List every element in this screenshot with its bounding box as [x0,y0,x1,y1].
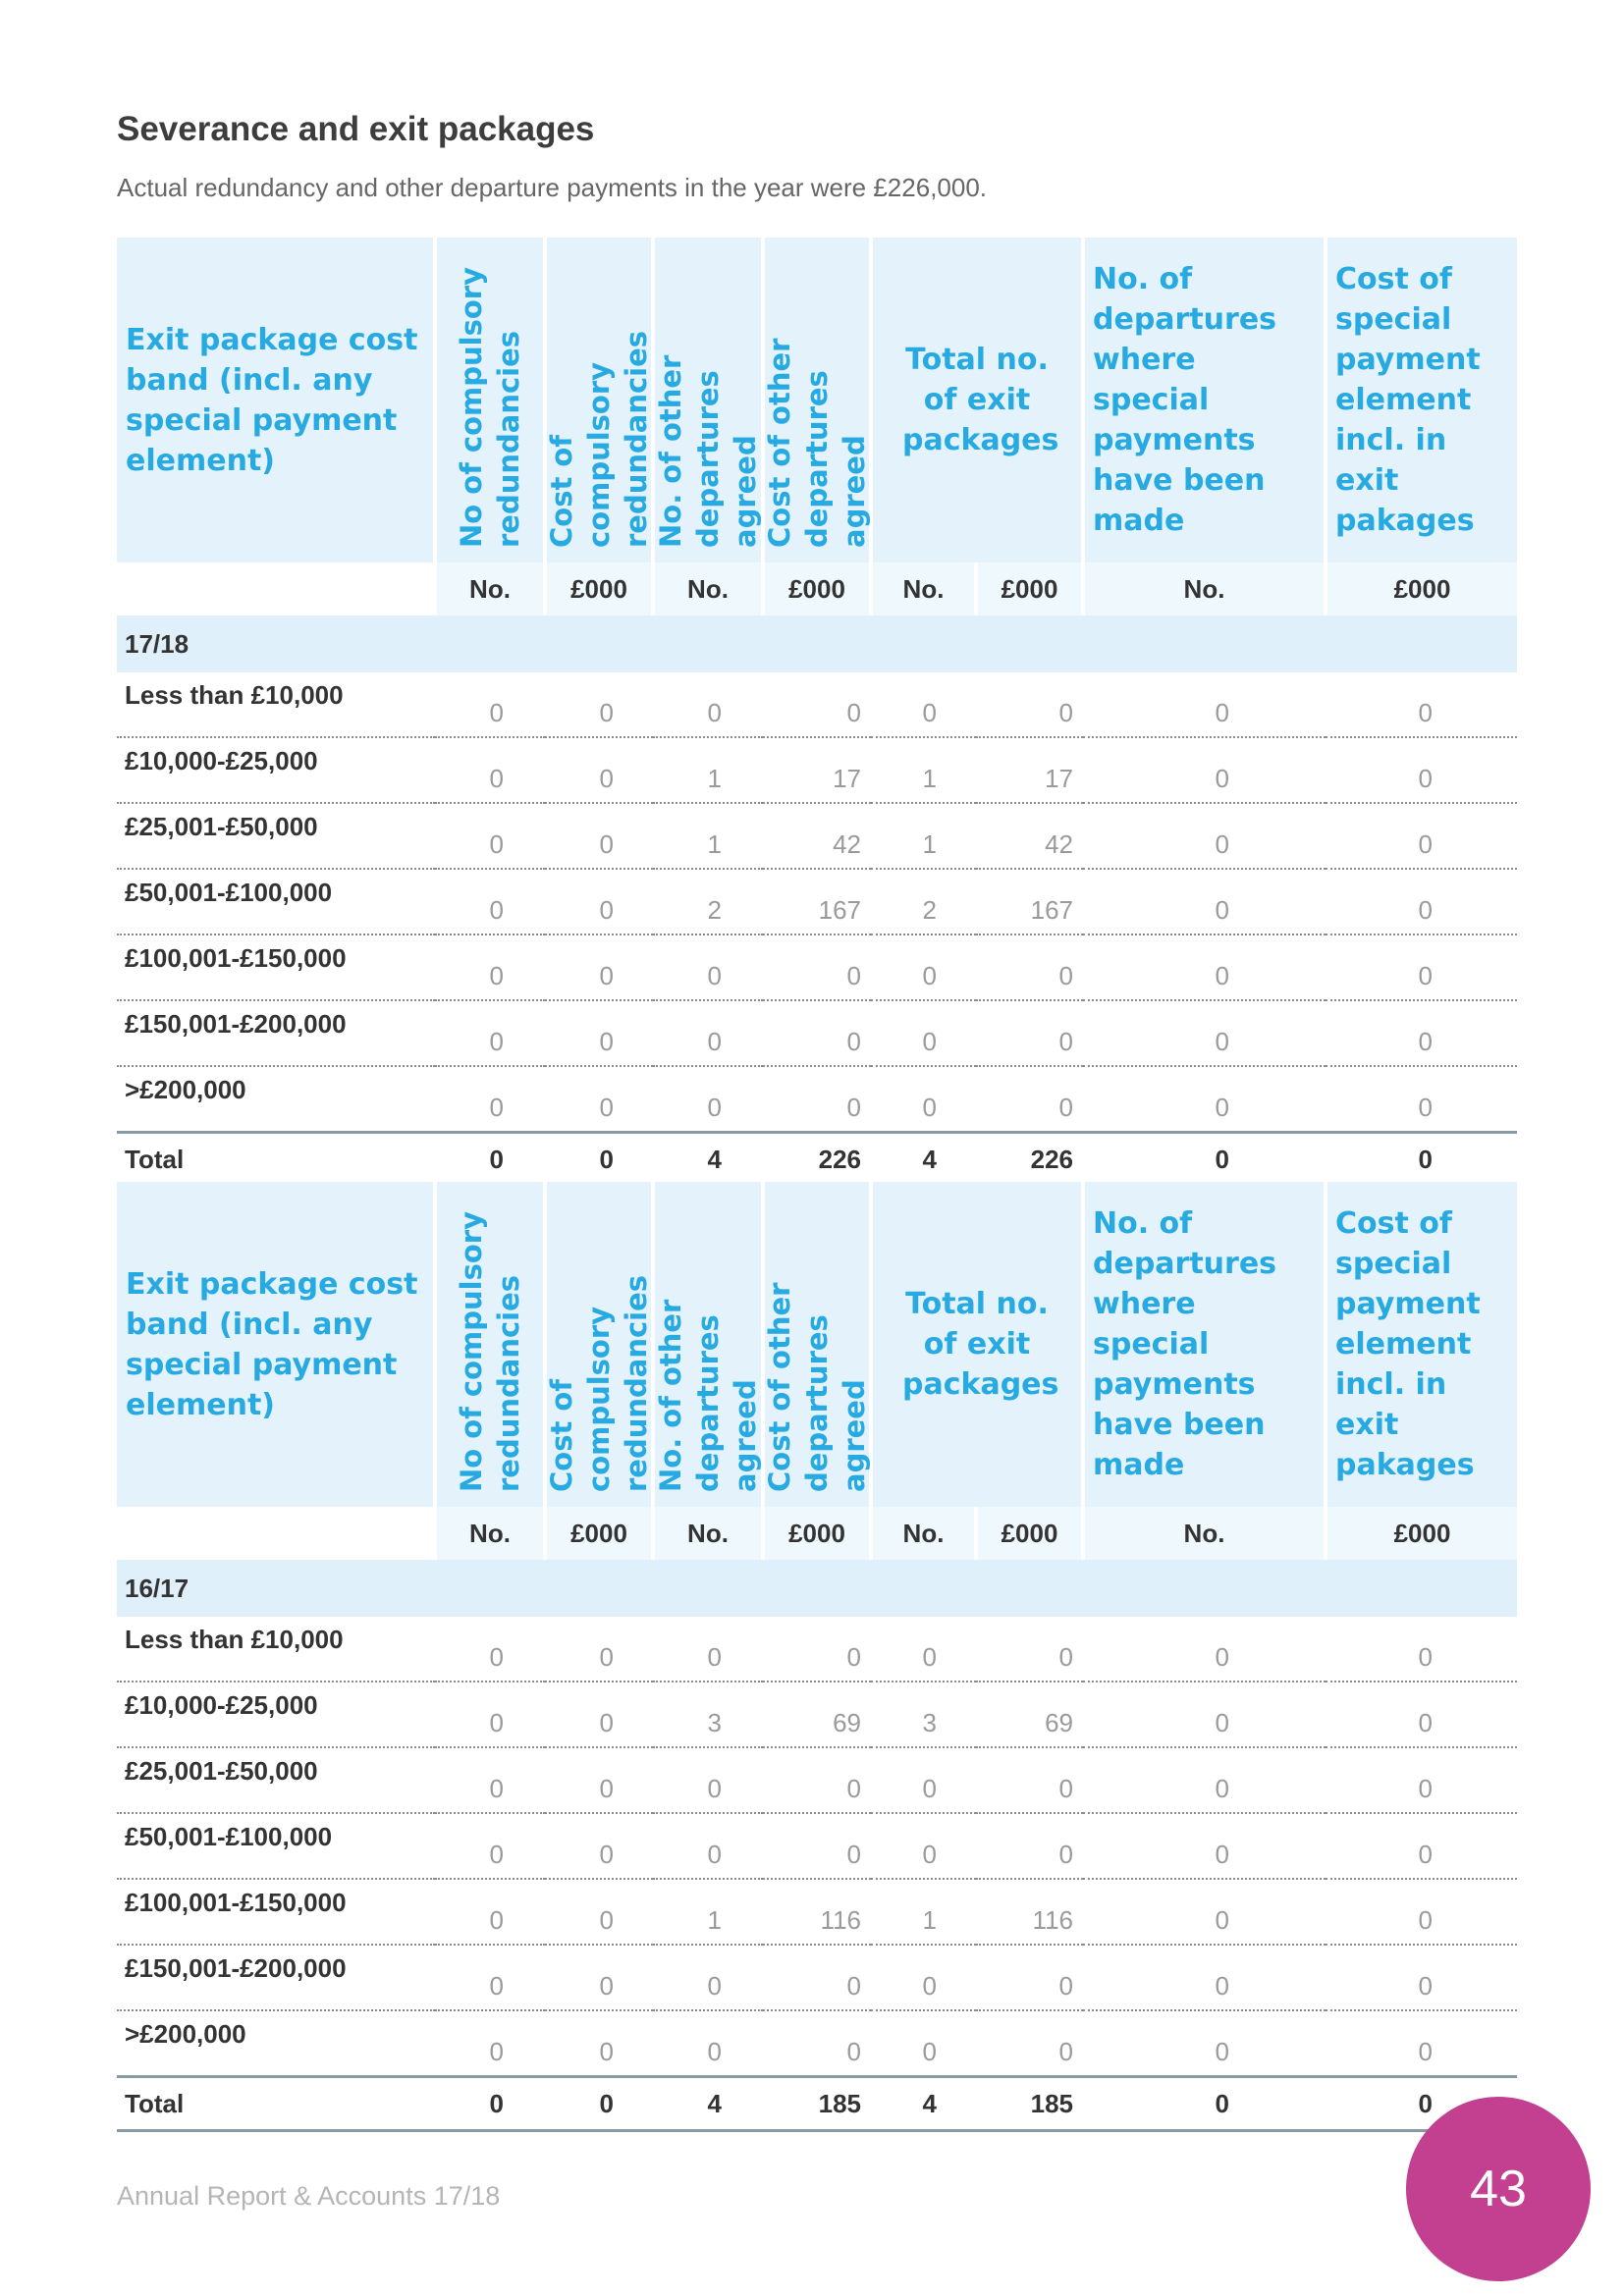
total-value: 0 [1083,1133,1326,1187]
cell-value: 167 [976,869,1083,934]
table-row [117,934,1517,1000]
units-empty [117,1507,435,1560]
cell-value: 0 [653,1813,763,1879]
header-total: Total no. of exit packages [871,1182,1083,1507]
total-value: 0 [1326,1133,1517,1187]
year-row [117,1560,1517,1617]
cell-value: 0 [871,1000,976,1066]
total-value: 226 [976,1133,1083,1187]
cell-value: 0 [871,2010,976,2077]
total-row [117,1133,1517,1187]
cell-value: 0 [435,1879,545,1945]
cell-value: 0 [653,1747,763,1813]
cell-value: 0 [653,1945,763,2010]
cell-value: 0 [871,1945,976,2010]
cell-value: 0 [1326,737,1517,803]
cell-value: 0 [871,934,976,1000]
cell-value: 0 [1083,1747,1326,1813]
cell-value: 0 [1083,2010,1326,2077]
cell-value: 0 [545,1000,653,1066]
unit-label: £000 [976,1507,1083,1560]
cell-value: 17 [763,737,871,803]
cell-value: 0 [976,1617,1083,1682]
cell-value: 0 [545,1813,653,1879]
header-row [117,238,1517,562]
cell-value: 0 [435,1813,545,1879]
cell-value: 0 [763,2010,871,2077]
cell-value: 0 [545,737,653,803]
cell-value: 0 [1083,1879,1326,1945]
header-compulsory-cost: Cost of compulsory redundancies [545,330,653,548]
cell-value: 0 [871,1617,976,1682]
cell-value: 116 [976,1879,1083,1945]
cell-value: 69 [976,1682,1083,1747]
cell-value: 0 [435,1617,545,1682]
band-label: Less than £10,000 [117,672,435,737]
unit-label: No. [871,1507,976,1560]
band-label: £10,000-£25,000 [117,1682,435,1747]
cell-value: 0 [976,1747,1083,1813]
header-other-no: No. of other departures agreed [654,1299,762,1492]
cell-value: 0 [545,1066,653,1133]
table-row [117,1879,1517,1945]
total-value: 0 [435,1133,545,1187]
total-value: 4 [653,2077,763,2131]
cell-value: 0 [545,672,653,737]
cell-value: 0 [435,1945,545,2010]
band-label: £25,001-£50,000 [117,1747,435,1813]
cell-value: 0 [545,934,653,1000]
cell-value: 42 [763,803,871,869]
unit-label: No. [1083,562,1326,615]
total-value: 0 [1326,2077,1517,2131]
cell-value: 0 [976,934,1083,1000]
cell-value: 0 [1326,1617,1517,1682]
header-compulsory-no-cell [435,238,545,562]
cell-value: 0 [653,1000,763,1066]
cell-value: 0 [1326,1879,1517,1945]
cell-value: 0 [545,1617,653,1682]
cell-value: 0 [763,1617,871,1682]
header-compulsory-no: No of compulsory redundancies [455,1210,525,1492]
cell-value: 1 [653,737,763,803]
cell-value: 1 [653,1879,763,1945]
cell-value: 0 [653,1617,763,1682]
exit-packages-table-1718 [117,238,1517,1188]
table-row [117,1066,1517,1133]
cell-value: 0 [1083,1066,1326,1133]
table-row [117,1000,1517,1066]
unit-label: No. [435,1507,545,1560]
unit-label: £000 [763,562,871,615]
cell-value: 0 [545,2010,653,2077]
table-row [117,2010,1517,2077]
unit-label: £000 [1326,1507,1517,1560]
cell-value: 0 [435,672,545,737]
unit-label: No. [653,1507,763,1560]
unit-label: £000 [545,562,653,615]
cell-value: 0 [653,934,763,1000]
cell-value: 0 [763,1945,871,2010]
unit-label: £000 [976,562,1083,615]
total-value: 0 [1083,2077,1326,2131]
table-row [117,1945,1517,2010]
unit-label: No. [871,562,976,615]
cell-value: 0 [545,869,653,934]
page-number-badge: 43 [1406,2097,1591,2281]
table-row [117,1617,1517,1682]
cell-value: 0 [1083,803,1326,869]
cell-value: 17 [976,737,1083,803]
total-value: 4 [871,1133,976,1187]
header-other-cost-cell [763,1182,871,1507]
units-row [117,562,1517,615]
units-row [117,1507,1517,1560]
band-label: >£200,000 [117,1066,435,1133]
cell-value: 0 [1326,672,1517,737]
band-label: £10,000-£25,000 [117,737,435,803]
cell-value: 0 [1083,934,1326,1000]
band-label: £100,001-£150,000 [117,1879,435,1945]
cell-value: 0 [1326,1000,1517,1066]
cell-value: 0 [1083,1945,1326,2010]
header-band: Exit package cost band (incl. any special payment element) [117,1182,435,1507]
cell-value: 1 [871,803,976,869]
total-label: Total [117,1133,435,1187]
cell-value: 0 [763,1813,871,1879]
cell-value: 0 [871,1747,976,1813]
cell-value: 2 [653,869,763,934]
cell-value: 0 [435,869,545,934]
band-label: £100,001-£150,000 [117,934,435,1000]
cell-value: 0 [1083,737,1326,803]
cell-value: 0 [976,672,1083,737]
cell-value: 0 [763,1747,871,1813]
total-label: Total [117,2077,435,2131]
cell-value: 0 [653,1066,763,1133]
cell-value: 3 [871,1682,976,1747]
cell-value: 0 [976,1945,1083,2010]
header-compulsory-cost: Cost of compulsory redundancies [545,1274,653,1492]
cell-value: 0 [1083,672,1326,737]
band-label: £150,001-£200,000 [117,1945,435,2010]
cell-value: 0 [1326,803,1517,869]
header-other-cost-cell [763,238,871,562]
cell-value: 0 [763,1000,871,1066]
cell-value: 116 [763,1879,871,1945]
unit-label: No. [653,562,763,615]
footer-text: Annual Report & Accounts 17/18 [117,2181,501,2211]
unit-label: No. [1083,1507,1326,1560]
cell-value: 0 [976,2010,1083,2077]
band-label: £50,001-£100,000 [117,869,435,934]
cell-value: 2 [871,869,976,934]
cell-value: 0 [1326,1747,1517,1813]
cell-value: 42 [976,803,1083,869]
header-other-no-cell [653,1182,763,1507]
year-label: 17/18 [117,615,1517,672]
cell-value: 0 [435,934,545,1000]
total-row [117,2077,1517,2131]
band-label: Less than £10,000 [117,1617,435,1682]
cell-value: 0 [435,2010,545,2077]
total-value: 4 [653,1133,763,1187]
cell-value: 0 [976,1813,1083,1879]
cell-value: 0 [763,672,871,737]
table-row [117,1747,1517,1813]
total-value: 0 [545,1133,653,1187]
header-total: Total no. of exit packages [871,238,1083,562]
cell-value: 0 [545,803,653,869]
cell-value: 0 [545,1879,653,1945]
band-label: £150,001-£200,000 [117,1000,435,1066]
cell-value: 0 [1083,869,1326,934]
cell-value: 0 [1326,1945,1517,2010]
table-row [117,1813,1517,1879]
cell-value: 0 [1326,934,1517,1000]
cell-value: 0 [435,1682,545,1747]
header-special-no: No. of departures where special payments have been made [1083,238,1326,562]
total-value: 0 [545,2077,653,2131]
cell-value: 0 [976,1000,1083,1066]
table-row [117,1682,1517,1747]
cell-value: 69 [763,1682,871,1747]
cell-value: 0 [1083,1617,1326,1682]
cell-value: 0 [1083,1813,1326,1879]
cell-value: 0 [435,1000,545,1066]
unit-label: £000 [763,1507,871,1560]
cell-value: 0 [545,1747,653,1813]
header-special-no: No. of departures where special payments have been made [1083,1182,1326,1507]
cell-value: 1 [871,1879,976,1945]
cell-value: 1 [653,803,763,869]
band-label: £50,001-£100,000 [117,1813,435,1879]
total-value: 185 [763,2077,871,2131]
cell-value: 167 [763,869,871,934]
header-compulsory-cost-cell [545,238,653,562]
cell-value: 0 [435,737,545,803]
total-value: 226 [763,1133,871,1187]
year-row [117,615,1517,672]
cell-value: 0 [1083,1000,1326,1066]
header-compulsory-no: No of compulsory redundancies [455,266,525,548]
cell-value: 0 [435,1747,545,1813]
header-special-cost: Cost of special payment element incl. in exit pakages [1326,238,1517,562]
cell-value: 0 [871,1066,976,1133]
cell-value: 0 [871,672,976,737]
page-subtitle: Actual redundancy and other departure payments in the year were £226,000. [117,173,988,202]
cell-value: 0 [1083,1682,1326,1747]
header-band: Exit package cost band (incl. any special payment element) [117,238,435,562]
cell-value: 0 [545,1682,653,1747]
cell-value: 0 [1326,869,1517,934]
header-special-cost: Cost of special payment element incl. in exit pakages [1326,1182,1517,1507]
table-row [117,672,1517,737]
cell-value: 0 [1326,1813,1517,1879]
cell-value: 0 [1326,2010,1517,2077]
cell-value: 0 [545,1945,653,2010]
cell-value: 0 [653,672,763,737]
header-row [117,1182,1517,1507]
header-other-cost: Cost of other departures agreed [763,338,871,548]
cell-value: 1 [871,737,976,803]
cell-value: 0 [653,2010,763,2077]
total-value: 4 [871,2077,976,2131]
cell-value: 0 [763,934,871,1000]
header-other-no: No. of other departures agreed [654,354,762,548]
header-other-no-cell [653,238,763,562]
header-other-cost: Cost of other departures agreed [763,1282,871,1492]
units-empty [117,562,435,615]
unit-label: No. [435,562,545,615]
table-row [117,803,1517,869]
total-value: 0 [435,2077,545,2131]
page-title: Severance and exit packages [117,110,595,148]
year-label: 16/17 [117,1560,1517,1617]
cell-value: 0 [1326,1066,1517,1133]
header-compulsory-cost-cell [545,1182,653,1507]
exit-packages-table-1617 [117,1182,1517,2132]
cell-value: 0 [871,1813,976,1879]
cell-value: 0 [1326,1682,1517,1747]
unit-label: £000 [545,1507,653,1560]
cell-value: 0 [435,803,545,869]
cell-value: 0 [435,1066,545,1133]
band-label: >£200,000 [117,2010,435,2077]
cell-value: 3 [653,1682,763,1747]
unit-label: £000 [1326,562,1517,615]
total-value: 185 [976,2077,1083,2131]
cell-value: 0 [976,1066,1083,1133]
table-row [117,737,1517,803]
table-row [117,869,1517,934]
cell-value: 0 [763,1066,871,1133]
header-compulsory-no-cell [435,1182,545,1507]
band-label: £25,001-£50,000 [117,803,435,869]
